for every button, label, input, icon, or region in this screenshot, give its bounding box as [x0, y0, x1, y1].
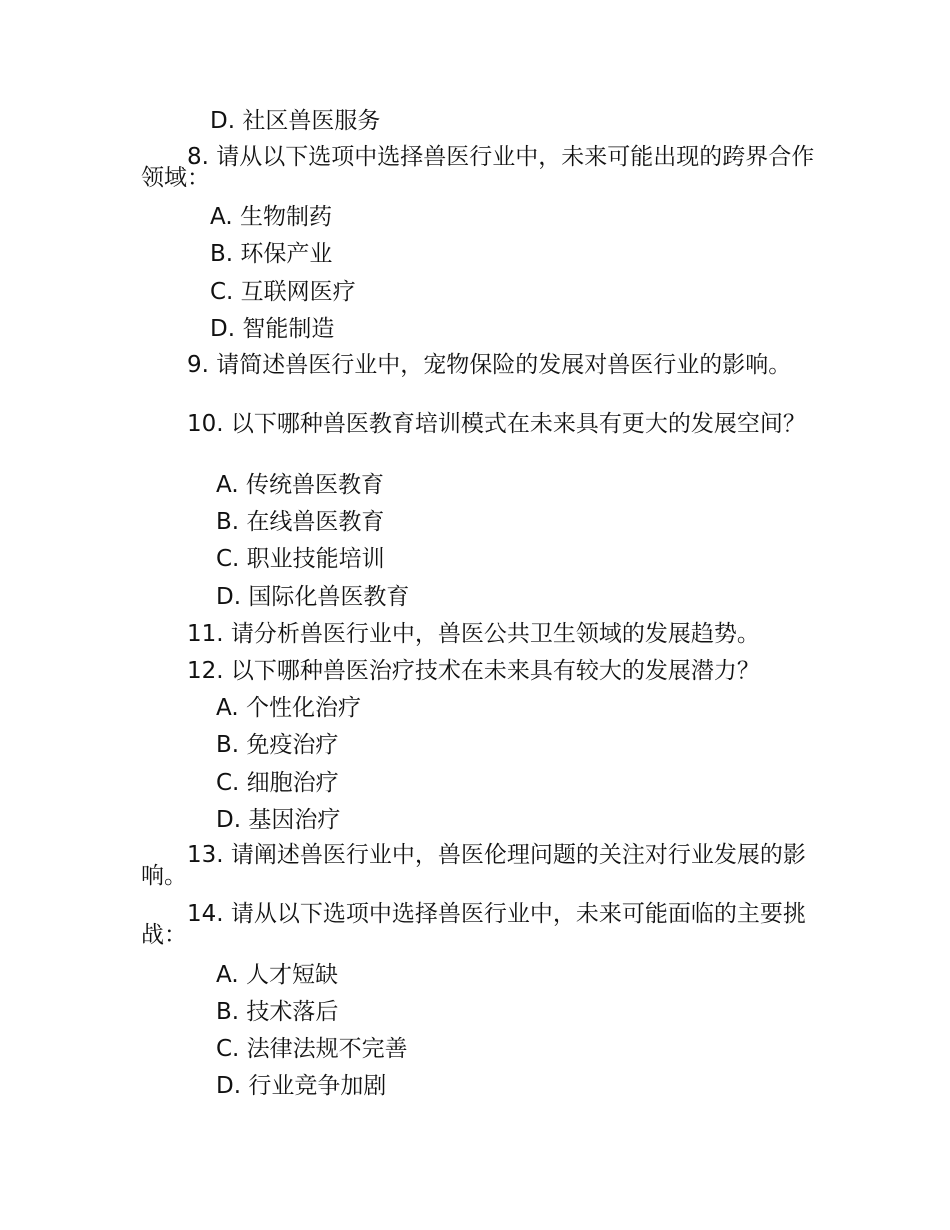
option-line: B. 在线兽医教育 — [216, 509, 385, 535]
question-8: 8. 请从以下选项中选择兽医行业中，未来可能出现的跨界合作领域： — [141, 144, 815, 191]
option-line: C. 互联网医疗 — [210, 279, 356, 305]
option-line: C. 法律法规不完善 — [216, 1036, 408, 1062]
option-line: D. 智能制造 — [210, 316, 335, 342]
option-line: C. 职业技能培训 — [216, 546, 385, 572]
option-line: A. 个性化治疗 — [216, 695, 361, 721]
option-line: D. 行业竞争加剧 — [216, 1073, 387, 1099]
option-line: A. 传统兽医教育 — [216, 472, 384, 498]
question-13: 13. 请阐述兽医行业中，兽医伦理问题的关注对行业发展的影响。 — [141, 842, 806, 889]
option-line: B. 免疫治疗 — [216, 732, 339, 758]
option-line: D. 国际化兽医教育 — [216, 584, 410, 610]
option-line: A. 人才短缺 — [216, 962, 338, 988]
question-14: 14. 请从以下选项中选择兽医行业中，未来可能面临的主要挑战： — [141, 901, 806, 948]
question-10: 10. 以下哪种兽医教育培训模式在未来具有更大的发展空间？ — [187, 411, 806, 437]
option-line: C. 细胞治疗 — [216, 770, 339, 796]
option-line: D. 基因治疗 — [216, 807, 341, 833]
option-line: B. 环保产业 — [210, 241, 333, 267]
option-line: A. 生物制药 — [210, 204, 332, 230]
option-line: D. 社区兽医服务 — [210, 108, 381, 134]
question-12: 12. 以下哪种兽医治疗技术在未来具有较大的发展潜力？ — [187, 658, 760, 684]
option-line: B. 技术落后 — [216, 999, 339, 1025]
question-9: 9. 请简述兽医行业中，宠物保险的发展对兽医行业的影响。 — [187, 352, 792, 378]
question-11: 11. 请分析兽医行业中，兽医公共卫生领域的发展趋势。 — [187, 621, 760, 647]
